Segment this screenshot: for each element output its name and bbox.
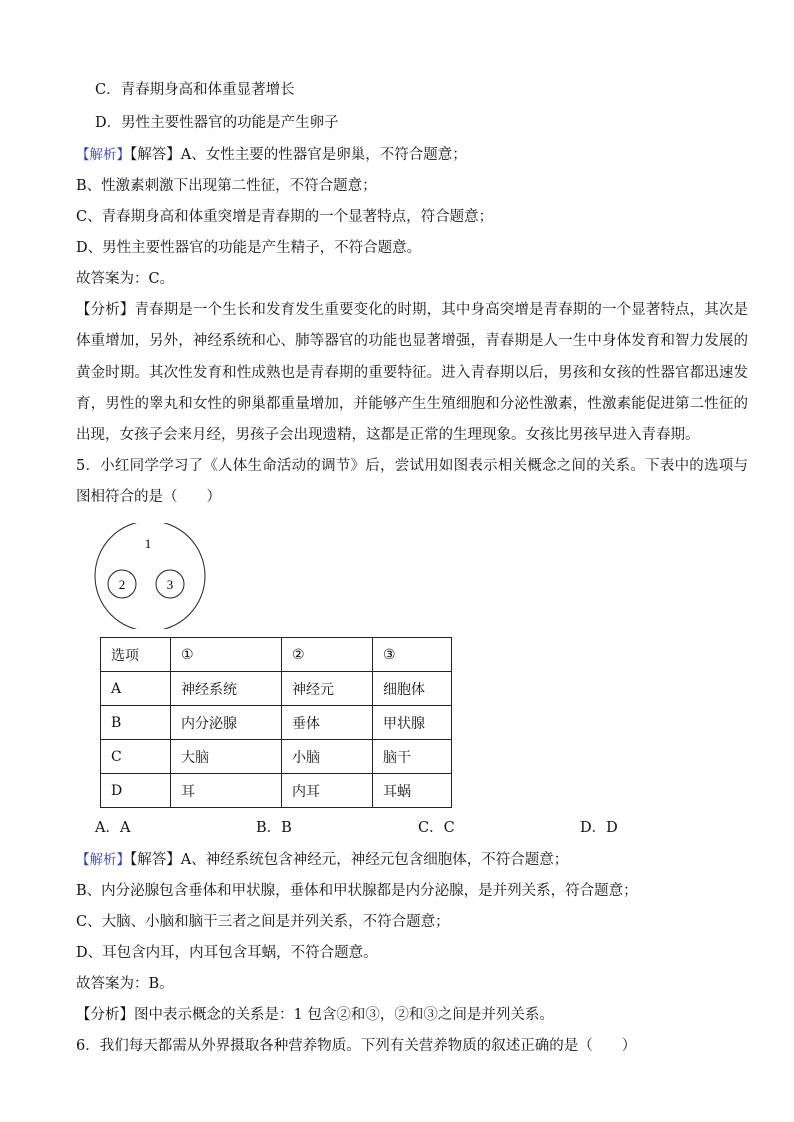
table-cell: 神经系统 xyxy=(171,672,282,706)
q5-answer: 故答案为：B。 xyxy=(76,976,174,992)
q5-stem: 5．小红同学学习了《人体生命活动的调节》后，尝试用如图表示相关概念之间的关系。下表中的选项与图相符合的是（ ） xyxy=(76,458,748,506)
q5-explanation-line-d: D、耳包含内耳，内耳包含耳蜗，不符合题意。 xyxy=(76,945,378,961)
choice-c: C．C xyxy=(418,820,455,836)
jiexi-tag: 【解析】 xyxy=(76,852,130,868)
table-cell: B xyxy=(101,706,171,740)
table-row xyxy=(101,672,452,706)
q6-stem: 6．我们每天都需从外界摄取各种营养物质。下列有关营养物质的叙述正确的是（ ） xyxy=(76,1038,637,1054)
q5-explanation-line-b: B、内分泌腺包含垂体和甲状腺，垂体和甲状腺都是内分泌腺，是并列关系，符合题意； xyxy=(76,883,638,899)
table-row xyxy=(101,740,452,774)
right-label: 3 xyxy=(166,577,174,592)
table-cell: D xyxy=(101,774,171,808)
q5-analysis: 【分析】图中表示概念的关系是：1 包含②和③，②和③之间是并列关系。 xyxy=(76,1007,554,1023)
choice-a: A．A xyxy=(95,820,131,836)
table-cell: 小脑 xyxy=(282,740,373,774)
q5-line-a-text: A、神经系统包含神经元，神经元包含细胞体，不符合题意； xyxy=(180,852,569,868)
table-header-cell: ① xyxy=(171,638,282,672)
q4-explanation-line-c: C、青春期身高和体重突增是青春期的一个显著特点，符合题意； xyxy=(76,209,494,225)
table-cell: 细胞体 xyxy=(373,672,452,706)
outer-label: 1 xyxy=(144,536,152,551)
q4-explanation-line-d: D、男性主要性器官的功能是产生精子，不符合题意。 xyxy=(76,240,422,256)
table-row xyxy=(101,774,452,808)
table-cell: 甲状腺 xyxy=(373,706,452,740)
jieda-label: 【解答】 xyxy=(130,852,181,868)
table-header-cell: ② xyxy=(282,638,373,672)
jieda-label: 【解答】 xyxy=(130,147,181,163)
table-cell: 大脑 xyxy=(171,740,282,774)
q4-explanation-line-b: B、性激素刺激下出现第二性征，不符合题意； xyxy=(76,178,377,194)
q4-line-a-text: A、女性主要的性器官是卵巢，不符合题意； xyxy=(180,147,467,163)
choice-b: B．B xyxy=(256,820,292,836)
table-cell: A xyxy=(101,672,171,706)
table-cell: 脑干 xyxy=(373,740,452,774)
table-header-cell: ③ xyxy=(373,638,452,672)
concept-diagram xyxy=(92,523,208,629)
q5-explanation-line-a xyxy=(76,850,568,870)
table-header-row xyxy=(101,638,452,672)
q4-explanation-line-a xyxy=(76,145,467,165)
q5-explanation-line-c: C、大脑、小脑和脑干三者之间是并列关系，不符合题意； xyxy=(76,914,450,930)
table-cell: C xyxy=(101,740,171,774)
table-header-cell: 选项 xyxy=(101,638,171,672)
q4-analysis: 【分析】青春期是一个生长和发育发生重要变化的时期，其中身高突增是青春期的一个显著特点，其次是体重增加，另外，神经系统和心、肺等器官的功能也显著增强，青春期是人一生中身体发育和智力发展的黄金时期。其次性发育和性成熟也是青春期的重要特征。进入青春期以后，男孩和女孩的性器官都迅速发育，男性的睾丸和女性的卵巢都重量增加，并能够产生生殖细胞和分泌性激素，性激素能促进第二性征的出现，女孩子会来月经，男孩子会出现遗精，这都是正常的生理现象。女孩比男孩早进入青春期。 xyxy=(76,302,748,444)
table-cell: 内耳 xyxy=(282,774,373,808)
table-cell: 神经元 xyxy=(282,672,373,706)
jiexi-tag: 【解析】 xyxy=(76,147,130,163)
left-label: 2 xyxy=(118,577,126,592)
q4-option-c: C．青春期身高和体重显著增长 xyxy=(95,82,295,98)
options-table xyxy=(100,637,452,808)
q4-answer: 故答案为：C。 xyxy=(76,271,175,287)
choice-d: D．D xyxy=(580,820,618,836)
table-row xyxy=(101,706,452,740)
table-cell: 耳蜗 xyxy=(373,774,452,808)
q4-option-d: D．男性主要性器官的功能是产生卵子 xyxy=(95,115,339,131)
table-cell: 内分泌腺 xyxy=(171,706,282,740)
table-cell: 垂体 xyxy=(282,706,373,740)
table-cell: 耳 xyxy=(171,774,282,808)
